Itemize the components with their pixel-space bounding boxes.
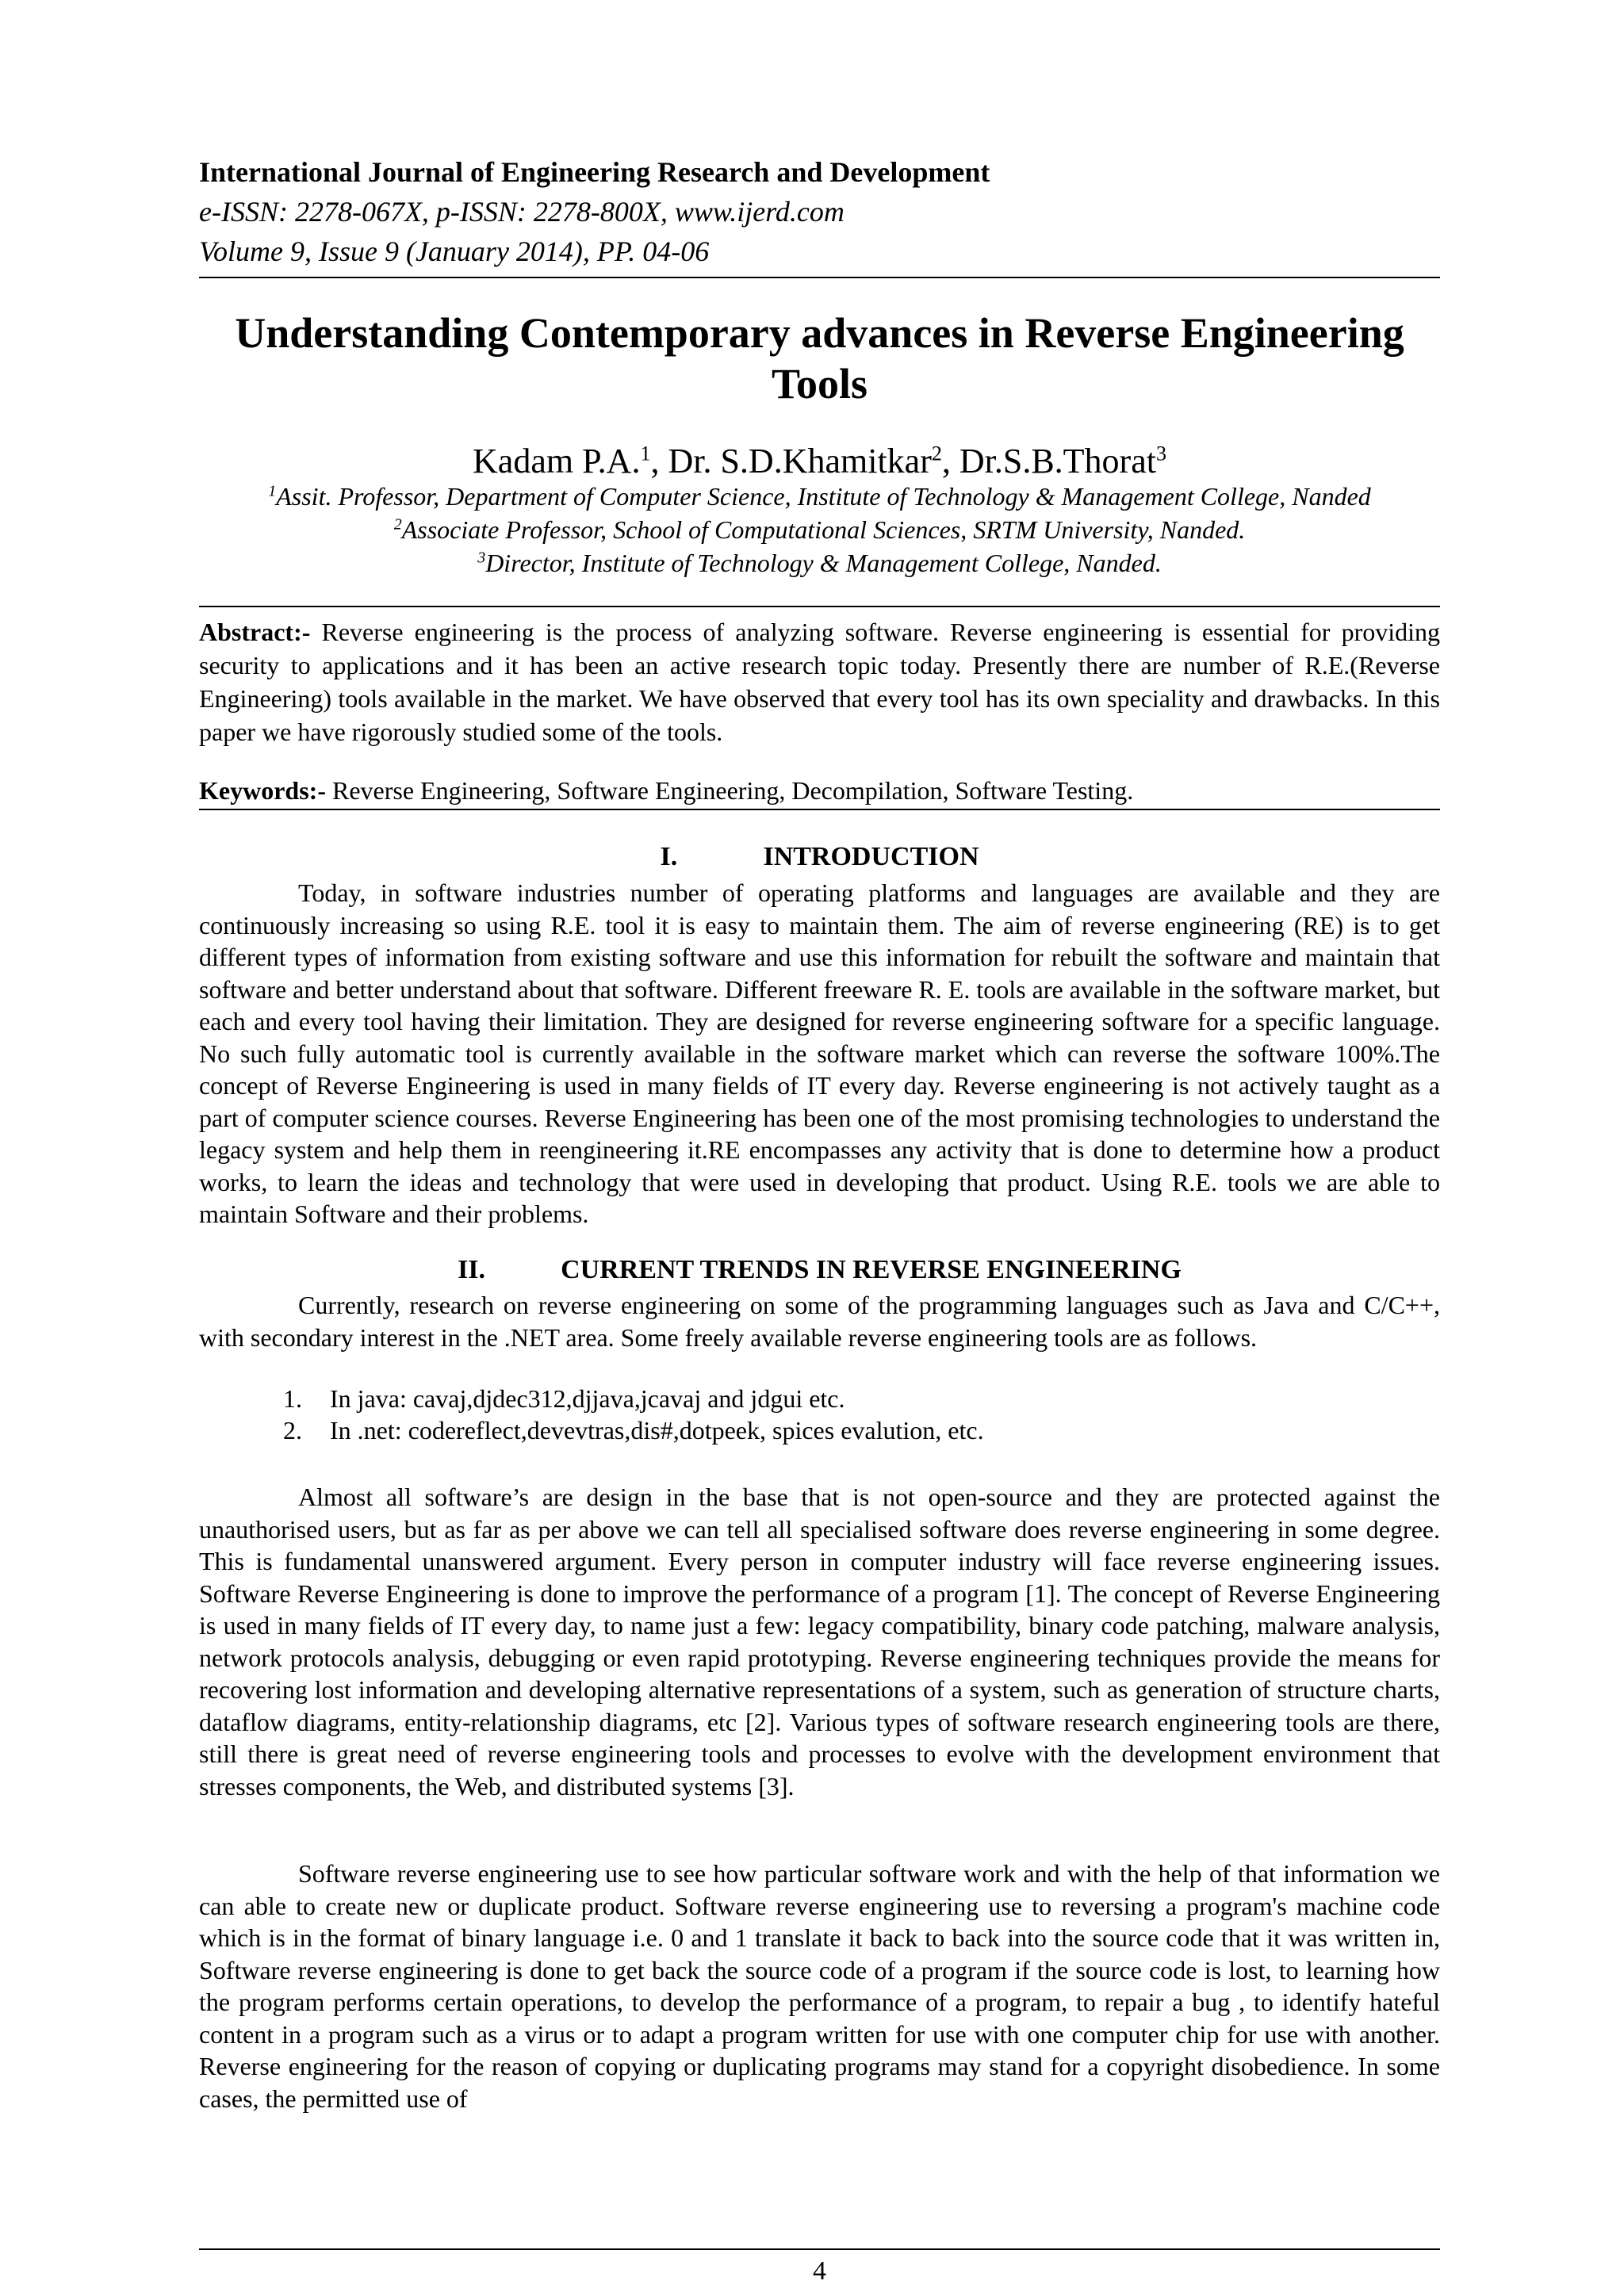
list-item-text: In .net: codereflect,devevtras,dis#,dotpeek, spices evalution, etc. [330, 1416, 984, 1445]
keywords-bottom-rule [199, 809, 1440, 810]
tool-list [199, 1383, 1440, 1446]
author-affiliation-mark: 1 [640, 442, 651, 465]
journal-name: International Journal of Engineering Research and Development [199, 156, 990, 188]
keywords-text: Reverse Engineering, Software Engineering, Decompilation, Software Testing. [331, 776, 1134, 805]
body-paragraph: Software reverse engineering use to see how particular software work and with the help of that information we can able to create new or duplicate product. Software reverse engineering use to reversing a program's machine code which is in the format of binary language i.e. 0 and 1 translate it back to back into the source code that it was written in, Software reverse engineering is done to get back the source code of a program if the source code is lost, to learning how the program performs certain operations, to develop the performance of a program, to repair a bug , to identify hateful content in a program such as a virus or to adapt a program written for use with one computer chip for use with another. Reverse engineering for the reason of copying or duplicating programs may stand for a copyright disobedience. In some cases, the permitted use of [199, 1859, 1440, 2113]
paper-title: Understanding Contemporary advances in Reverse Engineering Tools [235, 309, 1404, 408]
list-item [199, 1414, 1440, 1446]
affiliation-text: Assit. Professor, Department of Computer Science, Institute of Technology & Management College, Nanded [276, 482, 1371, 511]
section-title: INTRODUCTION [763, 842, 979, 871]
list-item [199, 1383, 1440, 1414]
keywords [199, 774, 1440, 807]
section-heading [199, 1255, 1440, 1285]
header-rule [199, 277, 1440, 278]
page-number: 4 [813, 2256, 826, 2286]
volume-line: Volume 9, Issue 9 (January 2014), PP. 04-06 [199, 235, 710, 267]
author-separator: , [650, 442, 668, 480]
section-heading [199, 842, 1440, 872]
affiliation-mark: 1 [268, 482, 277, 500]
keywords-label: Keywords:- [199, 776, 326, 805]
author-name: Dr. S.D.Khamitkar [668, 442, 932, 480]
affiliation [199, 515, 1440, 545]
affiliation-mark: 2 [393, 515, 402, 534]
section-number: I. [660, 842, 678, 871]
affiliation [199, 482, 1440, 511]
author-affiliation-mark: 2 [931, 442, 942, 465]
author-name: Kadam P.A. [473, 442, 641, 480]
affiliation-text: Associate Professor, School of Computational Sciences, SRTM University, Nanded. [401, 515, 1246, 544]
author-name: Dr.S.B.Thorat [959, 442, 1156, 480]
affiliation [199, 549, 1440, 578]
abstract-top-rule [199, 606, 1440, 607]
list-marker: 2. [283, 1416, 302, 1445]
affiliation-mark: 3 [477, 549, 486, 567]
abstract [199, 615, 1440, 748]
abstract-text: Reverse engineering is the process of analyzing software. Reverse engineering is essential for providing security to applications and it has been an active research topic today. Presently there are number of R.E.(Reverse Engineering) tools available in the market. We have observed that every tool has its own speciality and drawbacks. In this paper we have rigorously studied some of the tools. [199, 618, 1441, 746]
author-affiliation-mark: 3 [1155, 442, 1166, 465]
body-paragraph: Almost all software’s are design in the base that is not open-source and they are protected against the unauthorised users, but as far as per above we can tell all specialised software does reverse engineering in some degree. This is fundamental unanswered argument. Every person in computer industry will face reverse engineering issues. Software Reverse Engineering is done to improve the performance of a program [1]. The concept of Reverse Engineering is used in many fields of IT every day, to name just a few: legacy compatibility, binary code patching, malware analysis, network protocols analysis, debugging or even rapid prototyping. Reverse engineering techniques provide the means for recovering lost information and developing alternative representations of a system, such as generation of structure charts, dataflow diagrams, entity-relationship diagrams, etc [2]. Various types of software research engineering tools are there, still there is great need of reverse engineering tools and processes to evolve with the development environment that stresses components, the Web, and distributed systems [3]. [199, 1483, 1440, 1800]
issn-line: e-ISSN: 2278-067X, p-ISSN: 2278-800X, www.ijerd.com [199, 196, 845, 228]
author-list [199, 441, 1440, 481]
abstract-label: Abstract:- [199, 618, 311, 646]
affiliation-text: Director, Institute of Technology & Management College, Nanded. [485, 549, 1162, 577]
body-paragraph: Today, in software industries number of operating platforms and languages are available and they are continuously increasing so using R.E. tool it is easy to maintain them. The aim of reverse engineering (RE) is to get different types of information from existing software and use this information for rebuilt the software and maintain that software and better understand about that software. Different freeware R. E. tools are available in the software market, but each and every tool having their limitation. They are designed for reverse engineering software for a specific language. No such fully automatic tool is currently available in the software market which can reverse the software 100%.The concept of Reverse Engineering is used in many fields of IT every day. Reverse engineering is not actively taught as a part of computer science courses. Reverse Engineering has been one of the most promising technologies to understand the legacy system and help them in reengineering it.RE encompasses any activity that is done to determine how a product works, to learn the ideas and technology that were used in developing that product. Using R.E. tools we are able to maintain Software and their problems. [199, 878, 1441, 1228]
section-title: CURRENT TRENDS IN REVERSE ENGINEERING [561, 1255, 1182, 1284]
body-paragraph: Currently, research on reverse engineering on some of the programming languages such as Java and C/C++, with secondary interest in the .NET area. Some freely available reverse engineering tools are as follows. [199, 1291, 1440, 1352]
section-number: II. [458, 1255, 486, 1284]
footer-rule [199, 2248, 1440, 2250]
list-item-text: In java: cavaj,djdec312,djjava,jcavaj and jdgui etc. [330, 1384, 845, 1413]
author-separator: , [941, 442, 959, 480]
list-marker: 1. [283, 1384, 302, 1413]
